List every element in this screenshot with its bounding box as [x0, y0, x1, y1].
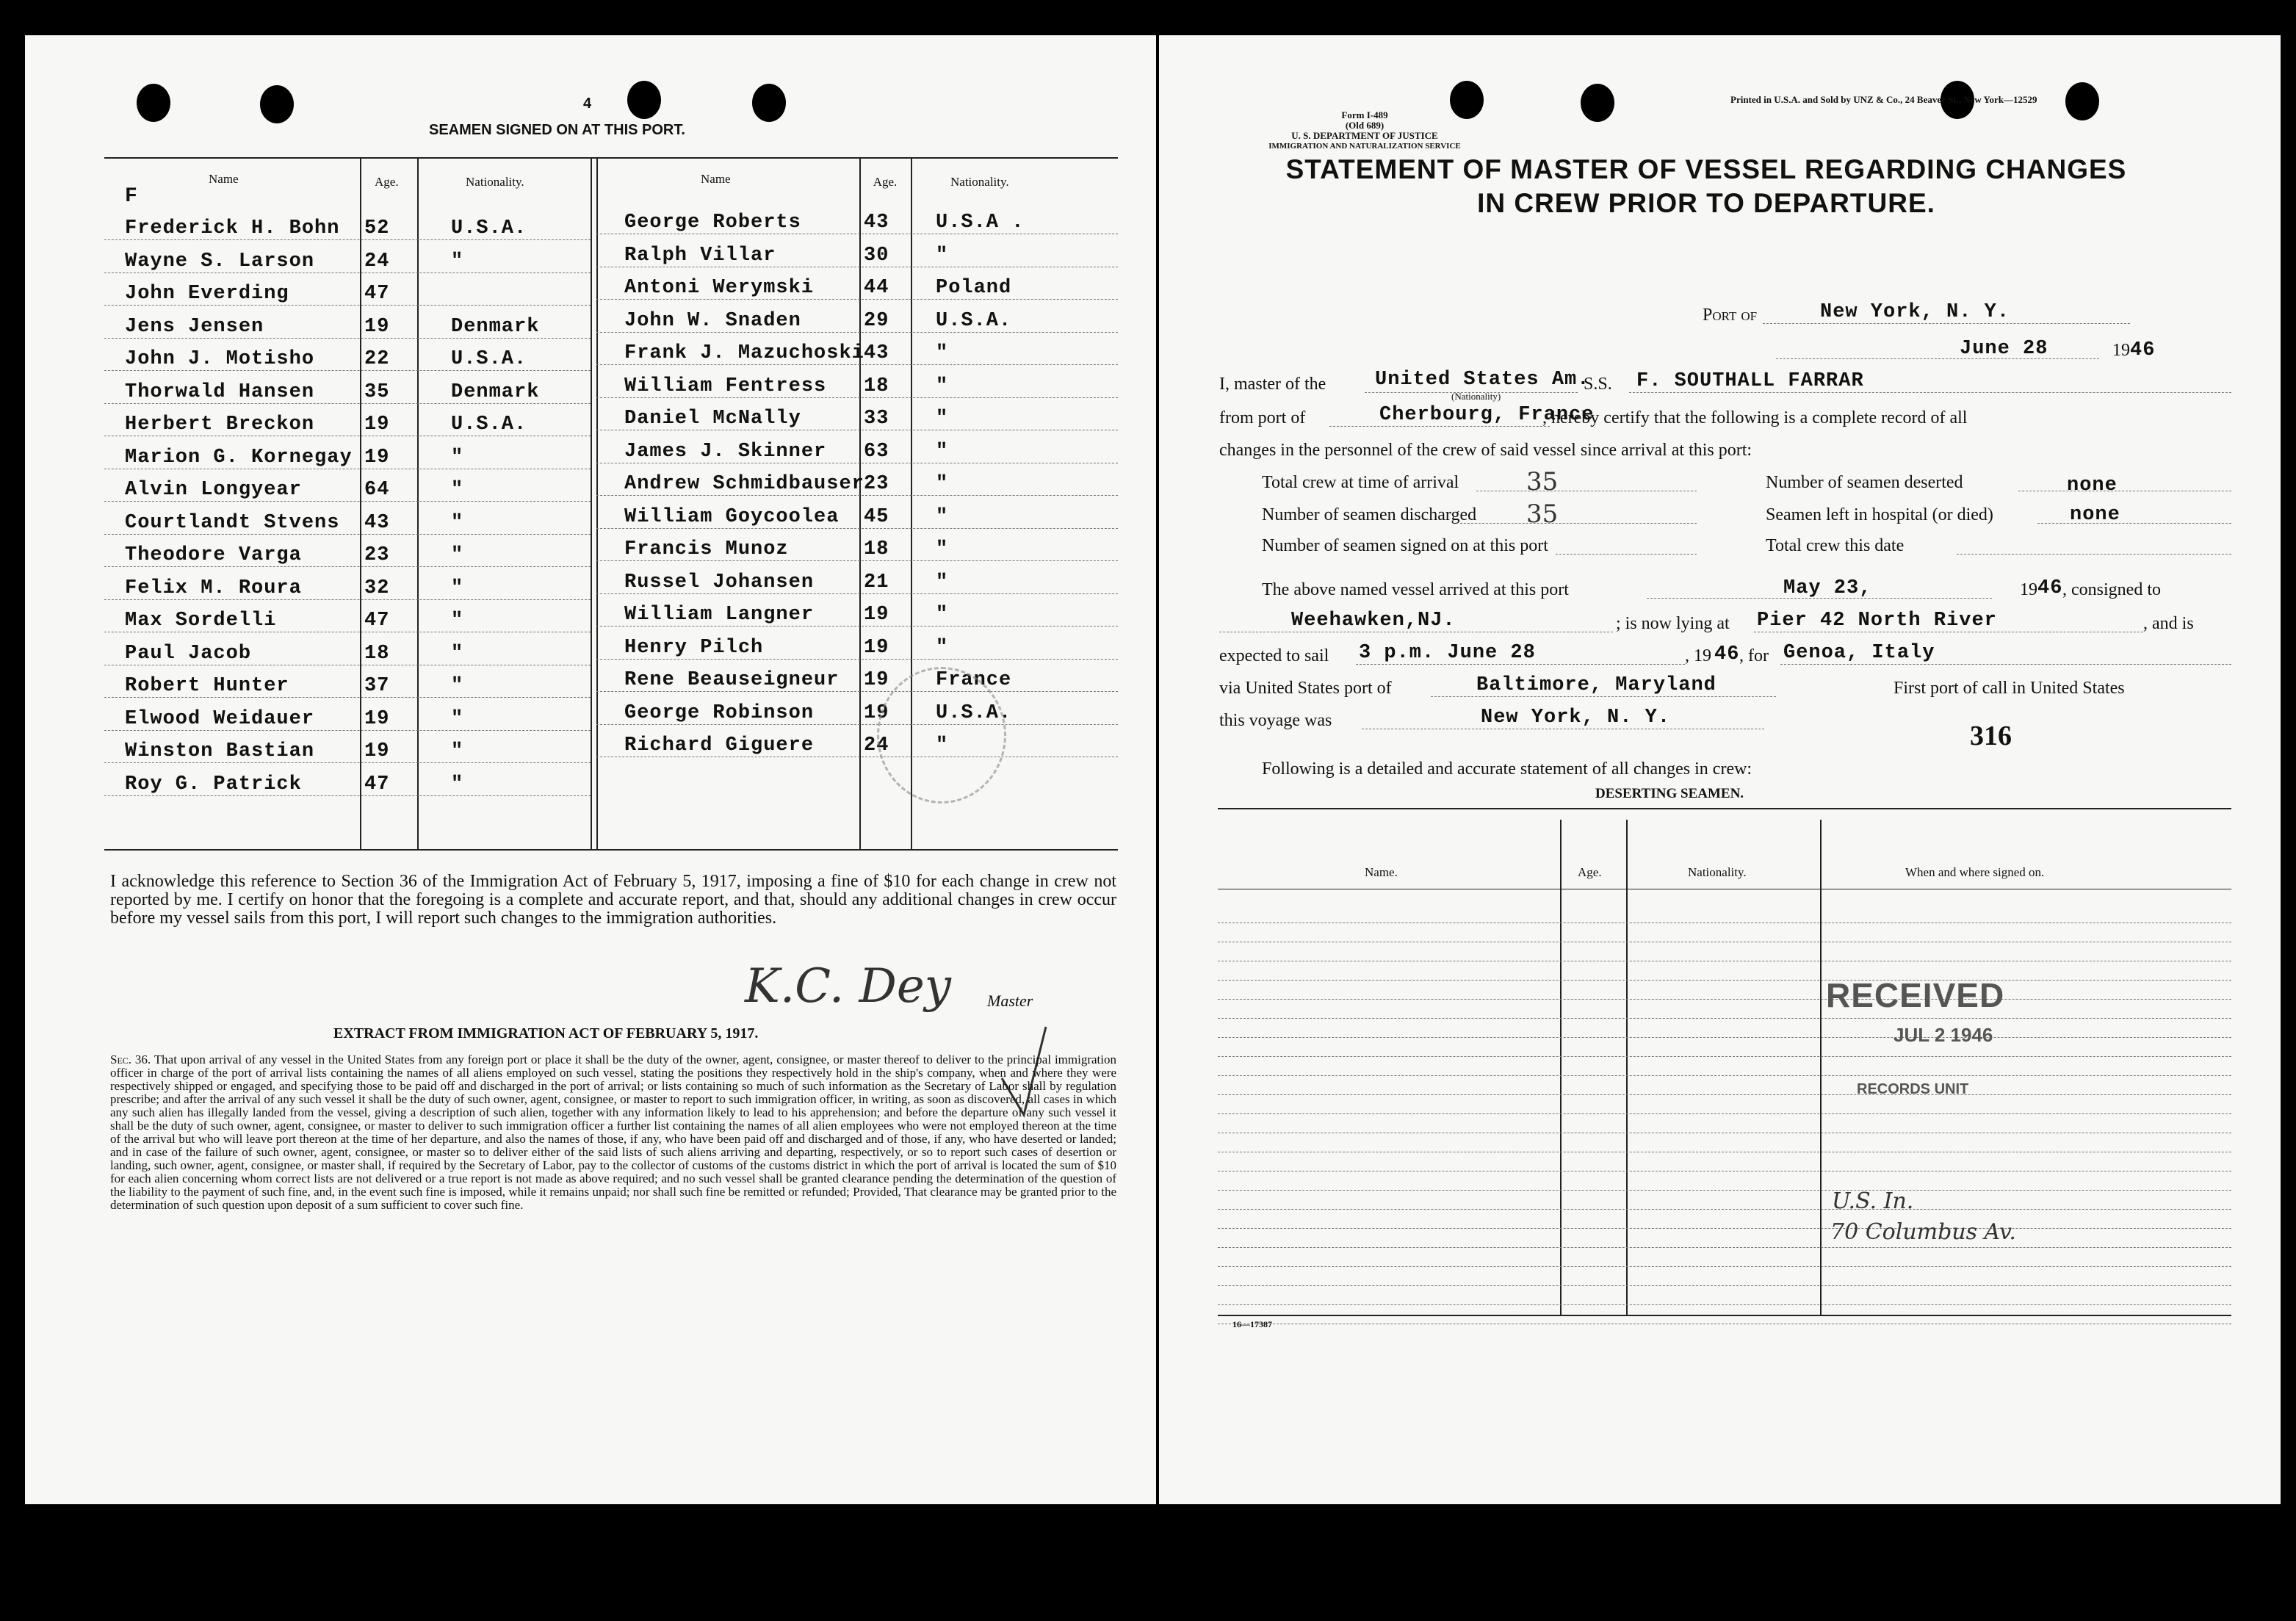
- crew-name: Russel Johansen: [624, 571, 815, 593]
- col-header-age: Age.: [873, 175, 898, 189]
- row-rule: [1218, 1266, 2231, 1267]
- crew-nationality: ": [451, 479, 464, 501]
- received-stamp: RECEIVED: [1826, 976, 2005, 1014]
- crew-nationality: ": [451, 610, 464, 632]
- crew-name: Andrew Schmidbauser: [624, 473, 864, 495]
- col-header-age: Age.: [375, 175, 399, 189]
- crew-name: Francis Munoz: [624, 538, 789, 560]
- crew-age: 19: [364, 707, 390, 730]
- crew-nationality: ": [936, 604, 949, 626]
- table-top-rule: [104, 157, 1118, 159]
- row-rule: [1218, 1094, 2231, 1095]
- fill-line: [1329, 426, 1550, 427]
- signature-caption: Master: [987, 992, 1033, 1010]
- crew-nationality: ": [451, 707, 464, 730]
- consigned-label: , consigned to: [2062, 580, 2161, 599]
- changes-text: changes in the personnel of the crew of said vessel since arrival at this port:: [1219, 441, 1752, 460]
- acknowledgement-text: I acknowledge this reference to Section 36 of the Immigration Act of February 5, 1917, imposing a fine of $10 for each change in crew not reported by me. I certify on honor that the foregoing is a complete and accurate report, and that, should any additional changes in crew occur before my vessel sails from this port, I will report such changes to the immigration authorities.: [110, 872, 1116, 928]
- crew-age: 24: [864, 734, 889, 757]
- row-rule: [104, 403, 591, 404]
- this-voyage-value: New York, N. Y.: [1481, 707, 1671, 729]
- row-rule: [1218, 1113, 2231, 1114]
- date-value: June 28: [1960, 338, 2048, 360]
- crew-nationality: ": [936, 375, 949, 397]
- crew-nationality: ": [936, 734, 949, 757]
- immigration-seal-stamp: [877, 667, 1006, 804]
- row-rule: [596, 593, 1118, 594]
- deserting-col-nationality: Nationality.: [1688, 865, 1747, 879]
- row-rule: [1218, 1037, 2231, 1038]
- crew-name: Frank J. Mazuchoski: [624, 342, 864, 364]
- row-rule: [104, 272, 591, 273]
- hospital-label: Seamen left in hospital (or died): [1766, 505, 1993, 524]
- crew-name: John J. Motisho: [125, 348, 315, 370]
- row-rule: [1218, 1304, 2231, 1305]
- crew-age: 47: [364, 610, 390, 632]
- row-rule: [104, 370, 591, 371]
- crew-name: William Langner: [624, 604, 815, 626]
- fill-line: [1776, 358, 2099, 359]
- left-page: [25, 35, 1156, 1504]
- row-rule: [596, 397, 1118, 398]
- crew-name: Frederick H. Bohn: [125, 217, 340, 239]
- port-value: New York, N. Y.: [1820, 301, 2010, 323]
- crew-age: 33: [864, 408, 889, 430]
- total-crew-arrival-label: Total crew at time of arrival: [1262, 473, 1459, 492]
- fill-line: [2037, 523, 2231, 524]
- crew-nationality: U.S.A.: [936, 701, 1012, 724]
- lying-value: Pier 42 North River: [1757, 610, 1997, 632]
- footer-code: 16—17387: [1232, 1319, 1272, 1329]
- crew-name: Antoni Werymski: [624, 277, 815, 299]
- crew-age: 21: [864, 571, 889, 593]
- crew-name: John Everding: [125, 283, 289, 305]
- crew-age: 19: [364, 414, 390, 436]
- crew-name: Courtlandt Stvens: [125, 511, 340, 534]
- crew-name: Paul Jacob: [125, 642, 252, 665]
- hospital-value: none: [2070, 504, 2120, 526]
- row-rule: [104, 697, 591, 698]
- crew-name: George Robinson: [624, 701, 815, 724]
- crew-name: Felix M. Roura: [125, 577, 302, 599]
- crew-age: 63: [864, 440, 889, 463]
- crew-nationality: ": [451, 511, 464, 534]
- fill-line: [1763, 323, 2130, 324]
- records-unit-stamp: RECORDS UNIT: [1857, 1081, 1969, 1097]
- crew-nationality: U.S.A.: [936, 309, 1012, 332]
- crew-nationality: ": [936, 473, 949, 495]
- fill-line: [1957, 554, 2231, 555]
- row-rule: [104, 239, 591, 240]
- crew-name: Henry Pilch: [624, 636, 764, 659]
- crew-nationality: ": [936, 408, 949, 430]
- crew-age: 19: [864, 636, 889, 659]
- extract-title: EXTRACT FROM IMMIGRATION ACT OF FEBRUARY 5, 1917.: [333, 1025, 759, 1041]
- this-voyage-label: this voyage was: [1219, 711, 1332, 730]
- row-rule: [104, 534, 591, 535]
- col-divider: [1820, 820, 1822, 1315]
- row-rule: [1218, 980, 2231, 981]
- crew-nationality: ": [451, 642, 464, 665]
- row-rule: [596, 659, 1118, 660]
- vessel-name: F. SOUTHALL FARRAR: [1636, 370, 1864, 392]
- crew-nationality: Denmark: [451, 380, 540, 403]
- form-header: [1232, 110, 1497, 151]
- crew-name: Thorwald Hansen: [125, 380, 315, 403]
- fill-line: [1556, 554, 1697, 555]
- nationality-value: United States Am.: [1375, 369, 1590, 391]
- law-extract: [110, 1053, 1116, 1212]
- table-bottom-rule: [104, 849, 1118, 851]
- crew-age: 19: [364, 740, 390, 762]
- fill-line: [1780, 664, 2231, 665]
- via-label: via United States port of: [1219, 679, 1392, 698]
- row-rule: [104, 305, 591, 306]
- col-header-name: Name: [209, 172, 239, 186]
- deserting-title: DESERTING SEAMEN.: [1595, 786, 1744, 801]
- row-rule: [596, 299, 1118, 300]
- lying-label: ; is now lying at: [1616, 614, 1730, 633]
- row-rule: [1218, 999, 2231, 1000]
- crew-name: Theodore Varga: [125, 544, 302, 566]
- row-rule: [596, 364, 1118, 365]
- crew-nationality: ": [451, 544, 464, 566]
- col-divider: [859, 157, 861, 849]
- and-is-label: , and is: [2143, 614, 2194, 633]
- deserted-value: none: [2067, 474, 2118, 497]
- form-old-number: (Old 689): [1345, 120, 1385, 131]
- crew-nationality: U.S.A.: [451, 348, 527, 370]
- arrived-value: May 23,: [1783, 577, 1872, 599]
- crew-name: Richard Giguere: [624, 734, 815, 757]
- row-rule: [596, 691, 1118, 692]
- row-rule: [1218, 1209, 2231, 1210]
- sec-label: Sec. 36.: [110, 1053, 151, 1066]
- row-rule: [104, 730, 591, 731]
- crew-name: Daniel McNally: [624, 408, 801, 430]
- crew-nationality: ": [936, 440, 949, 463]
- row-rule: [596, 332, 1118, 333]
- port-label: Port of: [1703, 306, 1758, 325]
- crew-nationality: ": [936, 636, 949, 659]
- certify-text: , hereby certify that the following is a complete record of all: [1542, 408, 1968, 427]
- punch-hole: [1581, 84, 1614, 122]
- law-text: That upon arrival of any vessel in the United States from any foreign port or place it shall be the duty of the owner, agent, consignee, or master thereof to deliver to the principal immigration officer in charge of the port of arrival lists containing the names of all aliens employed on such vessel, stating the positions they respectively hold in the ship's company, when and where they were respectively shipped or engaged, and specifying those to be paid off and discharged in the port of arrival; or lists containing so much of such information as the Secretary of Labor shall by regulation prescribe; and after the arrival of any such vessel it shall be the duty of such owner, agent, consignee, or master to report to such immigration officer, in writing, as soon as discovered, all cases in which any such alien has illegally landed from the vessel, giving a description of such alien, together with any information likely to lead to his apprehension; and before the departure of any such vessel it shall be the duty of such owner, agent, consignee, or master to deliver to such immigration officer a further list containing the names of all alien employees who were not employed thereon at the time of the arrival but who will leave port thereon at the time of her departure, and also the names of those, if any, who have been paid off and discharged and of those, if any, who have deserted or landed; and in case of the failure of such owner, agent, consignee, or master so to deliver either of the said lists of such aliens arriving and departing, respectively, or so to report such cases of desertion or landing, such owner, agent, consignee, or master shall, if required by the Secretary of Labor, pay to the collector of customs of the customs district in which the port of arrival is located the sum of $10 for each alien concerning whom correct lists are not delivered or a true report is not made as above required; and no such vessel shall be granted clearance pending the determination of the question of the liability to the payment of such fine, and, in the event such fine is imposed, while it remains unpaid; nor shall such fine be remitted or refunded; Provided, That clearance may be granted prior to the determination of such question upon deposit of a sum sufficient to cover such fine.: [110, 1053, 1117, 1212]
- crew-age: 29: [864, 309, 889, 332]
- right-page: [1159, 35, 2281, 1504]
- crew-age: 47: [364, 773, 390, 795]
- crew-age: 18: [864, 375, 889, 397]
- row-rule: [1218, 1018, 2231, 1019]
- crew-nationality: U.S.A.: [451, 414, 527, 436]
- row-rule: [1218, 1190, 2231, 1191]
- signed-on-label: Number of seamen signed on at this port: [1262, 536, 1548, 555]
- crew-name: Roy G. Patrick: [125, 773, 302, 795]
- section-title: SEAMEN SIGNED ON AT THIS PORT.: [429, 122, 685, 138]
- form-title-line2: IN CREW PRIOR TO DEPARTURE.: [1477, 188, 1935, 218]
- crew-age: 43: [864, 342, 889, 364]
- punch-hole: [2065, 82, 2099, 120]
- crew-nationality: ": [451, 446, 464, 469]
- first-port-label: First port of call in United States: [1894, 679, 2125, 698]
- page-number: 4: [583, 95, 592, 112]
- sail-year: 46: [1714, 643, 1740, 665]
- nationality-caption: (Nationality): [1451, 391, 1501, 402]
- following-text: Following is a detailed and accurate statement of all changes in crew:: [1262, 759, 1752, 779]
- col-header-name: Name: [701, 172, 731, 186]
- crew-nationality: ": [451, 773, 464, 795]
- crew-age: 19: [864, 701, 889, 724]
- row-rule: [596, 626, 1118, 627]
- crew-age: 35: [364, 380, 390, 403]
- fill-line: [1356, 664, 1685, 665]
- crew-nationality: U.S.A .: [936, 212, 1025, 234]
- total-crew-this-date-label: Total crew this date: [1766, 536, 1905, 555]
- expected-value: 3 p.m. June 28: [1359, 642, 1536, 664]
- crew-nationality: ": [451, 675, 464, 697]
- crew-age: 24: [364, 250, 390, 272]
- year-value: 46: [2130, 339, 2156, 361]
- col-divider: [591, 157, 592, 849]
- crew-nationality: ": [936, 571, 949, 593]
- punch-hole: [752, 84, 786, 122]
- col-divider: [417, 157, 419, 849]
- crew-age: 43: [864, 212, 889, 234]
- crew-age: 22: [364, 348, 390, 370]
- col-header-nationality: Nationality.: [466, 175, 524, 189]
- form-number: Form I-489: [1341, 109, 1388, 120]
- arrived-label: The above named vessel arrived at this port: [1262, 580, 1569, 599]
- department-name: U. S. DEPARTMENT OF JUSTICE: [1291, 130, 1438, 141]
- sail-year-prefix: , 19: [1685, 646, 1711, 665]
- discharged-value: 35: [1526, 499, 1559, 529]
- crew-age: 32: [364, 577, 390, 599]
- row-rule: [1218, 1056, 2231, 1057]
- row-rule: [104, 599, 591, 600]
- crew-age: 19: [864, 604, 889, 626]
- crew-name: Jens Jensen: [125, 315, 264, 338]
- fill-line: [1460, 523, 1697, 524]
- crew-age: 47: [364, 283, 390, 305]
- row-rule: [596, 495, 1118, 496]
- crew-name: Rene Beauseigneur: [624, 669, 840, 691]
- crew-name: William Fentress: [624, 375, 827, 397]
- via-value: Baltimore, Maryland: [1476, 674, 1716, 696]
- deserting-col-when-where: When and where signed on.: [1905, 865, 2045, 879]
- crew-name: Robert Hunter: [125, 675, 289, 697]
- crew-age: 52: [364, 217, 390, 239]
- col-header-nationality: Nationality.: [950, 175, 1009, 189]
- crew-nationality: ": [451, 740, 464, 762]
- crew-name: Wayne S. Larson: [125, 250, 315, 272]
- master-signature: K.C. Dey: [745, 959, 951, 1014]
- row-rule: [104, 795, 591, 796]
- crew-nationality: ": [936, 538, 949, 560]
- ss-label: S.S.: [1584, 375, 1612, 394]
- col-divider: [360, 157, 361, 849]
- table-bottom-rule: [1218, 1315, 2231, 1316]
- year-prefix: 19: [2112, 341, 2130, 360]
- serial-number: 316: [1970, 721, 2012, 751]
- margin-mark: F: [125, 185, 138, 208]
- crew-nationality: Poland: [936, 277, 1012, 299]
- crew-nationality: ": [451, 577, 464, 599]
- row-rule: [104, 762, 591, 763]
- table-top-rule: [1218, 808, 2231, 809]
- row-rule: [1218, 1247, 2231, 1248]
- punch-hole: [627, 81, 661, 119]
- handwritten-note: U.S. In.: [1832, 1188, 1914, 1214]
- crew-age: 19: [864, 669, 889, 691]
- crew-name: Marion G. Kornegay: [125, 446, 353, 469]
- crew-age: 23: [364, 544, 390, 566]
- from-port-value: Cherbourg, France: [1379, 404, 1595, 426]
- row-rule: [104, 501, 591, 502]
- col-divider: [1560, 820, 1562, 1315]
- deserting-col-name: Name.: [1365, 865, 1398, 879]
- crew-age: 19: [364, 315, 390, 338]
- crew-nationality: Denmark: [451, 315, 540, 338]
- row-rule: [1218, 1075, 2231, 1076]
- crew-age: 18: [364, 642, 390, 665]
- crew-nationality: ": [936, 244, 949, 267]
- crew-age: 19: [364, 446, 390, 469]
- for-label: , for: [1739, 646, 1769, 665]
- col-divider: [1626, 820, 1628, 1315]
- crew-nationality: U.S.A.: [451, 217, 527, 239]
- crew-age: 43: [364, 511, 390, 534]
- form-title-line1: STATEMENT OF MASTER OF VESSEL REGARDING CHANGES: [1285, 154, 2127, 184]
- row-rule: [596, 724, 1118, 725]
- expected-label: expected to sail: [1219, 646, 1329, 665]
- punch-hole: [260, 85, 294, 123]
- master-label: I, master of the: [1219, 375, 1326, 394]
- crew-name: Winston Bastian: [125, 740, 315, 762]
- deserted-label: Number of seamen deserted: [1766, 473, 1963, 492]
- crew-name: Elwood Weidauer: [125, 707, 315, 730]
- consignee-value: Weehawken,NJ.: [1291, 610, 1456, 632]
- printer-line: Printed in U.S.A. and Sold by UNZ & Co., 24 Beaver St., New York—12529: [1730, 94, 2037, 105]
- total-crew-arrival-value: 35: [1526, 467, 1559, 497]
- service-name: IMMIGRATION AND NATURALIZATION SERVICE: [1268, 142, 1461, 151]
- crew-name: Herbert Breckon: [125, 414, 315, 436]
- received-stamp-date: JUL 2 1946: [1894, 1024, 1993, 1046]
- crew-age: 64: [364, 479, 390, 501]
- arrived-year-prefix: 19: [2020, 580, 2037, 599]
- crew-name: James J. Skinner: [624, 440, 827, 463]
- row-rule: [1218, 1228, 2231, 1229]
- crew-age: 23: [864, 473, 889, 495]
- punch-hole: [137, 84, 170, 122]
- crew-age: 44: [864, 277, 889, 299]
- row-rule: [1218, 1285, 2231, 1286]
- from-port-label: from port of: [1219, 408, 1306, 427]
- crew-name: Alvin Longyear: [125, 479, 302, 501]
- crew-nationality: ": [936, 505, 949, 528]
- arrived-year: 46: [2037, 577, 2063, 599]
- crew-name: William Goycoolea: [624, 505, 840, 528]
- crew-name: John W. Snaden: [624, 309, 801, 332]
- col-divider: [596, 157, 598, 849]
- crew-name: Ralph Villar: [624, 244, 776, 267]
- crew-age: 45: [864, 505, 889, 528]
- crew-age: 37: [364, 675, 390, 697]
- row-rule: [104, 566, 591, 567]
- row-rule: [596, 560, 1118, 561]
- discharged-label: Number of seamen discharged: [1262, 505, 1477, 524]
- crew-age: 30: [864, 244, 889, 267]
- destination-value: Genoa, Italy: [1783, 642, 1935, 664]
- row-rule: [104, 338, 591, 339]
- crew-name: George Roberts: [624, 212, 801, 234]
- row-rule: [596, 528, 1118, 529]
- fill-line: [1431, 696, 1776, 697]
- crew-nationality: France: [936, 669, 1012, 691]
- handwritten-note: 70 Columbus Av.: [1830, 1219, 2016, 1245]
- fill-line: [1629, 392, 2231, 393]
- crew-name: Max Sordelli: [125, 610, 277, 632]
- crew-nationality: ": [936, 342, 949, 364]
- crew-nationality: ": [451, 250, 464, 272]
- crew-age: 18: [864, 538, 889, 560]
- deserting-col-age: Age.: [1578, 865, 1602, 879]
